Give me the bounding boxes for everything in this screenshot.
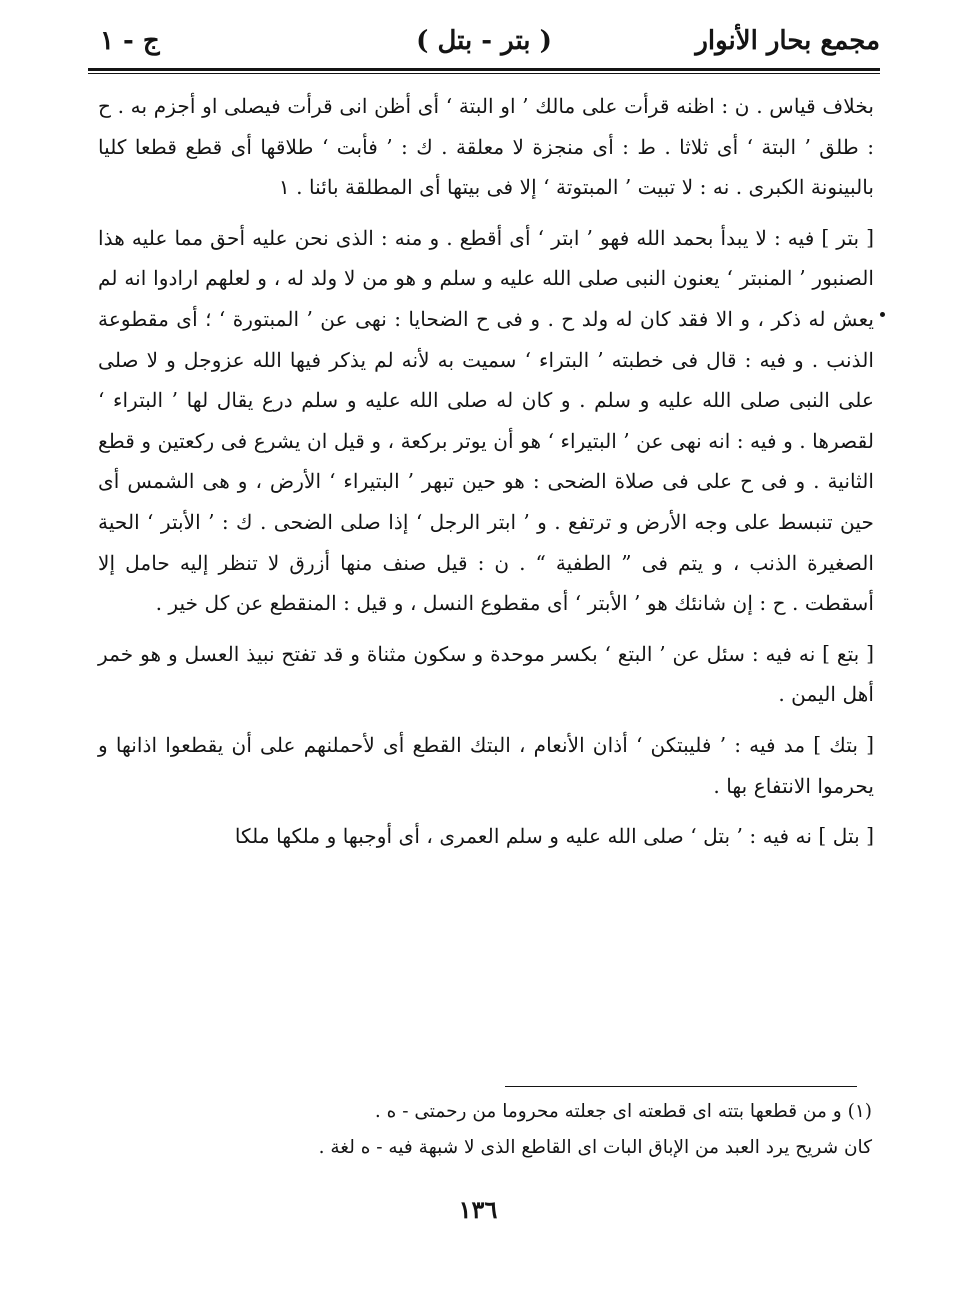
running-header xyxy=(88,20,880,60)
paragraph-batt-continuation: بخلاف قياس . ن : اظنه قرأت على مالك ’ او البتة ‘ أى أظن انى قرأت فيصلى او أجزم به . ح : طلق ’ البتة ‘ أى ثلاثا . ط : أى منجزة لا معلقة . ك : ’ فأبت ‘ طلاقها أى قطع قطعا كليا بالبينونة الكبرى . نه : لا تبيت ’ المبتوتة ‘ إلا فى بيتها أى المطلقة بائنا . ١ xyxy=(98,94,874,200)
main-text xyxy=(98,86,874,857)
paragraph-batal: [ بتل ] نه فيه : ’ بتل ‘ صلى الله عليه و سلم العمرى ، أى أوجبها و ملكها ملكا xyxy=(234,824,874,849)
margin-dot xyxy=(880,312,885,317)
footnotes xyxy=(160,1094,872,1166)
footnote-1: (١) و من قطعها بتته اى قطعته اى جعلته محروما من رحمتى - ه . xyxy=(374,1101,872,1122)
footnote-rule xyxy=(505,1086,857,1087)
paragraph-batar: [ بتر ] فيه : لا يبدأ بحمد الله فهو ’ ابتر ‘ أى أقطع . و منه : الذى نحن عليه أحق مما عليه هذا الصنبور ’ المنبتر ‘ يعنون النبى صلى الله عليه و سلم و هو من لا ولد له ، و لعلهم ارادوا انه لم يعش له ذكر ، و الا فقد كان له ولد ح . و فى ح الضحايا : نهى عن ’ المبتورة ‘ ؛ أى مقطوعة الذنب . و فيه : قال فى خطبته ’ البتراء ‘ سميت به لأنه لم يذكر فيها الله عزوجل و لا صلى على النبى صلى الله عليه و سلم . و كان له صلى الله عليه و سلم درع يقال لها ’ البتراء ‘ لقصرها . و فيه : انه نهى عن ’ البتيراء ‘ هو أن يوتر بركعة ، و قيل ان يشرع فى ركعتين و قطع الثانية . و فى ح على فى صلاة الضحى : هو حين تبهر ’ البتيراء ‘ الأرض ، و هى الشمس أى حين تنبسط على وجه الأرض و ترتفع . و ’ ابتر الرجل ‘ إذا صلى الضحى . ك : ’ الأبتر ‘ الحية الصغيرة الذنب ، و يتم فى ” الطفية “ . ن : قيل صنف منها أزرق لا تنظر إليه حامل إلا أسقطت . ح : إن شانئك هو ’ الأبتر ‘ أى مقطوع النسل ، و قيل : المنقطع عن كل خير . xyxy=(98,225,874,616)
book-title: مجمع بحار الأنوار xyxy=(695,26,880,56)
page-number: ١٣٦ xyxy=(458,1195,498,1224)
header-rule-thick xyxy=(88,68,880,71)
paragraph-batak: [ بتك ] مد فيه : ’ فليبتكن ‘ أذان الأنعام ، البتك القطع أى لأحملنهم على أن يقطعوا اذانها و يحرموا الانتفاع بها . xyxy=(98,732,874,798)
entry-range: ( بتر - بتل ) xyxy=(416,26,552,56)
volume-number: ج - ١ xyxy=(100,26,160,56)
paragraph-bata: [ بتع ] نه فيه : سئل عن ’ البتع ‘ بكسر موحدة و سكون مثناة و قد تفتح نبيذ العسل و هو خمر أهل اليمن . xyxy=(98,641,874,707)
footnote-2: كان شريح يرد العبد من الإباق البات اى القاطع الذى لا شبهة فيه - ه لغة . xyxy=(318,1137,872,1158)
header-rule-thin xyxy=(88,73,880,74)
